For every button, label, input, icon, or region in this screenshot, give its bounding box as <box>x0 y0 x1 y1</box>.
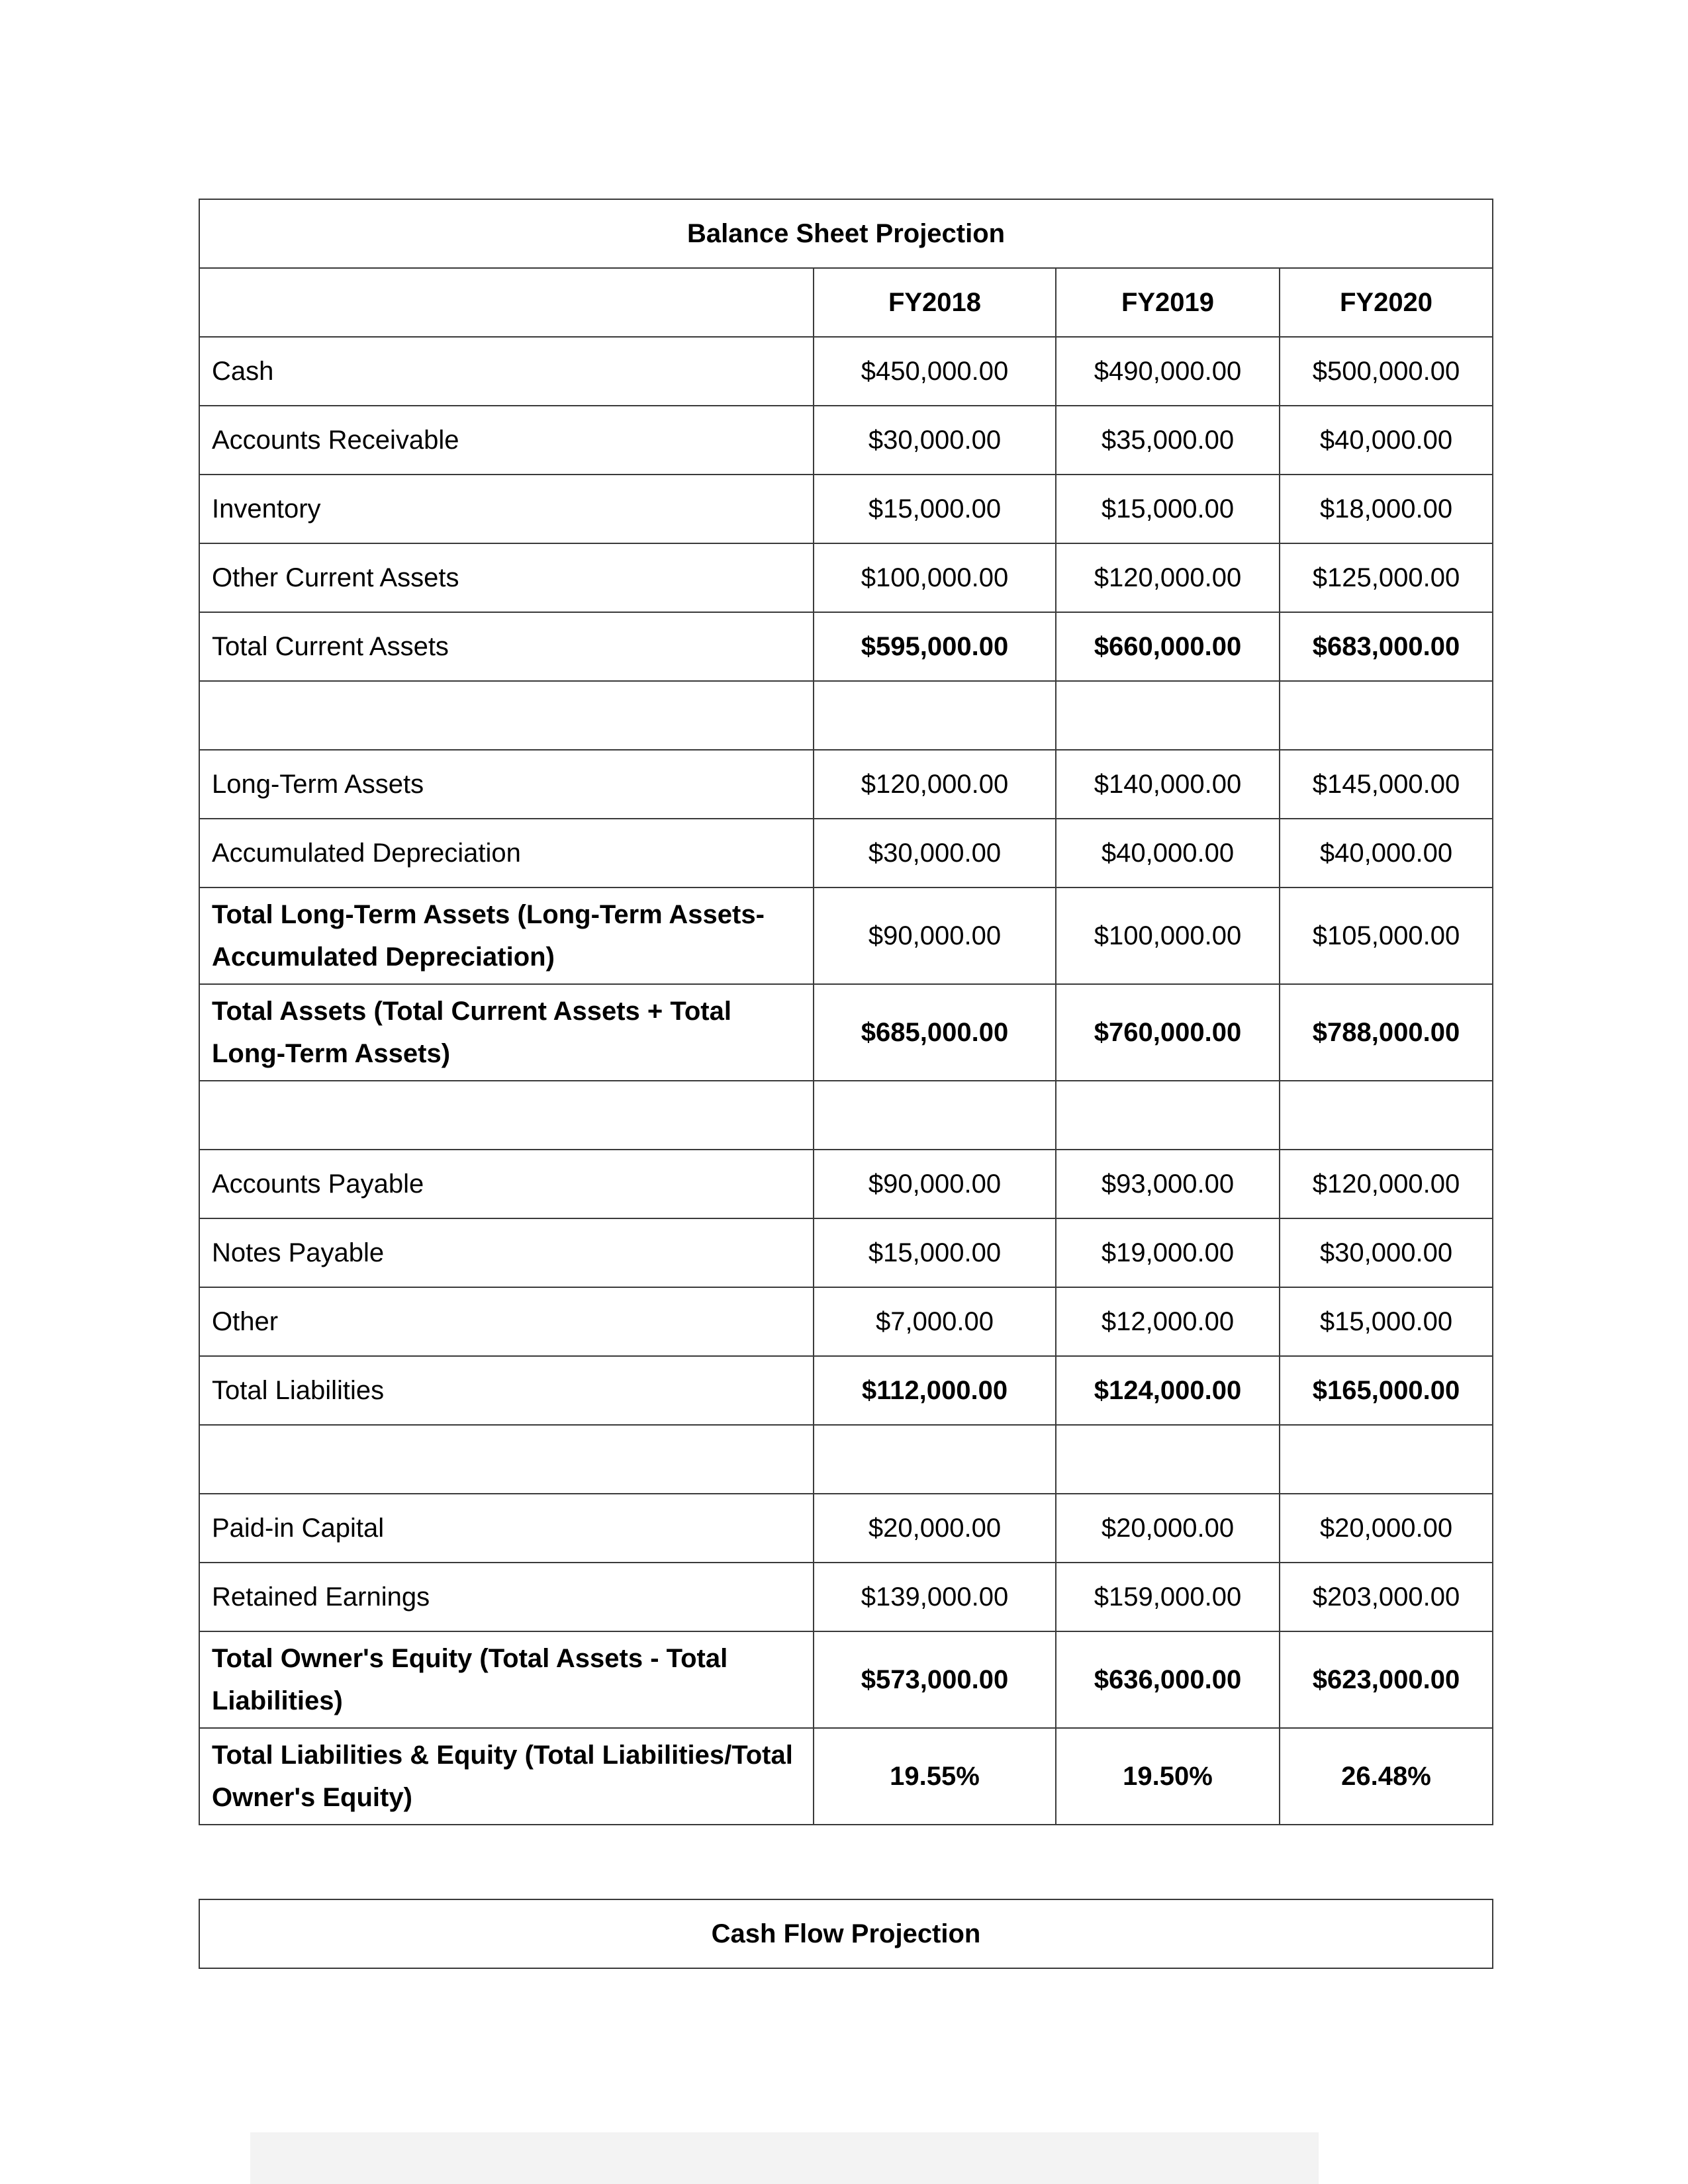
value-cell-fy2020: $120,000.00 <box>1280 1150 1493 1218</box>
cash-flow-title: Cash Flow Projection <box>199 1899 1493 1968</box>
row-label: Accounts Receivable <box>199 406 814 475</box>
column-header-row <box>199 268 1493 337</box>
row-label: Total Liabilities <box>199 1356 814 1425</box>
value-cell-fy2020: $788,000.00 <box>1280 984 1493 1081</box>
row-label <box>199 1081 814 1150</box>
value-cell-fy2018: $112,000.00 <box>814 1356 1056 1425</box>
value-cell-fy2019 <box>1056 1425 1280 1494</box>
value-cell-fy2018 <box>814 681 1056 750</box>
value-cell-fy2020: $145,000.00 <box>1280 750 1493 819</box>
table-row <box>199 1150 1493 1218</box>
value-cell-fy2019: $636,000.00 <box>1056 1631 1280 1728</box>
value-cell-fy2018 <box>814 1081 1056 1150</box>
column-header-fy2018: FY2018 <box>814 268 1056 337</box>
value-cell-fy2020: $40,000.00 <box>1280 406 1493 475</box>
value-cell-fy2019: $15,000.00 <box>1056 475 1280 543</box>
value-cell-fy2020: $105,000.00 <box>1280 887 1493 984</box>
balance-sheet-title: Balance Sheet Projection <box>199 199 1493 268</box>
value-cell-fy2019: $100,000.00 <box>1056 887 1280 984</box>
value-cell-fy2018: $20,000.00 <box>814 1494 1056 1563</box>
value-cell-fy2018: $450,000.00 <box>814 337 1056 406</box>
value-cell-fy2019 <box>1056 681 1280 750</box>
table-row <box>199 887 1493 984</box>
value-cell-fy2020: $18,000.00 <box>1280 475 1493 543</box>
value-cell-fy2020: $500,000.00 <box>1280 337 1493 406</box>
row-label: Total Assets (Total Current Assets + Total Long-Term Assets) <box>199 984 814 1081</box>
value-cell-fy2019: $760,000.00 <box>1056 984 1280 1081</box>
row-label: Accumulated Depreciation <box>199 819 814 887</box>
value-cell-fy2019: $159,000.00 <box>1056 1563 1280 1631</box>
table-row <box>199 475 1493 543</box>
row-label: Total Long-Term Assets (Long-Term Assets-Accumulated Depreciation) <box>199 887 814 984</box>
table-row <box>199 1287 1493 1356</box>
value-cell-fy2019: $660,000.00 <box>1056 612 1280 681</box>
page-footer-bar <box>250 2132 1319 2184</box>
value-cell-fy2020: $165,000.00 <box>1280 1356 1493 1425</box>
value-cell-fy2018: $685,000.00 <box>814 984 1056 1081</box>
value-cell-fy2019: $40,000.00 <box>1056 819 1280 887</box>
value-cell-fy2020: $125,000.00 <box>1280 543 1493 612</box>
value-cell-fy2019: $120,000.00 <box>1056 543 1280 612</box>
row-label: Retained Earnings <box>199 1563 814 1631</box>
row-label: Long-Term Assets <box>199 750 814 819</box>
value-cell-fy2019: $12,000.00 <box>1056 1287 1280 1356</box>
column-header-blank <box>199 268 814 337</box>
row-label: Notes Payable <box>199 1218 814 1287</box>
value-cell-fy2019: $490,000.00 <box>1056 337 1280 406</box>
table-row <box>199 819 1493 887</box>
table-row <box>199 984 1493 1081</box>
value-cell-fy2018: $7,000.00 <box>814 1287 1056 1356</box>
value-cell-fy2020: $15,000.00 <box>1280 1287 1493 1356</box>
row-label: Other <box>199 1287 814 1356</box>
spacer-row <box>199 681 1493 750</box>
value-cell-fy2020: 26.48% <box>1280 1728 1493 1825</box>
value-cell-fy2018: $595,000.00 <box>814 612 1056 681</box>
value-cell-fy2019: 19.50% <box>1056 1728 1280 1825</box>
value-cell-fy2018: $30,000.00 <box>814 406 1056 475</box>
row-label: Total Owner's Equity (Total Assets - Total Liabilities) <box>199 1631 814 1728</box>
row-label: Total Liabilities & Equity (Total Liabilities/Total Owner's Equity) <box>199 1728 814 1825</box>
value-cell-fy2019: $140,000.00 <box>1056 750 1280 819</box>
value-cell-fy2019 <box>1056 1081 1280 1150</box>
table-row <box>199 406 1493 475</box>
row-label: Cash <box>199 337 814 406</box>
value-cell-fy2020: $30,000.00 <box>1280 1218 1493 1287</box>
cash-flow-table <box>199 1899 1493 1969</box>
value-cell-fy2020: $683,000.00 <box>1280 612 1493 681</box>
cash-flow-title-row <box>199 1899 1493 1968</box>
value-cell-fy2018: $90,000.00 <box>814 887 1056 984</box>
row-label: Paid-in Capital <box>199 1494 814 1563</box>
value-cell-fy2020: $623,000.00 <box>1280 1631 1493 1728</box>
row-label: Other Current Assets <box>199 543 814 612</box>
value-cell-fy2019: $19,000.00 <box>1056 1218 1280 1287</box>
table-row <box>199 750 1493 819</box>
table-row <box>199 1631 1493 1728</box>
spacer-row <box>199 1425 1493 1494</box>
value-cell-fy2019: $93,000.00 <box>1056 1150 1280 1218</box>
value-cell-fy2018: $573,000.00 <box>814 1631 1056 1728</box>
value-cell-fy2020 <box>1280 1081 1493 1150</box>
value-cell-fy2020: $20,000.00 <box>1280 1494 1493 1563</box>
spacer-row <box>199 1081 1493 1150</box>
value-cell-fy2018: $120,000.00 <box>814 750 1056 819</box>
value-cell-fy2020: $203,000.00 <box>1280 1563 1493 1631</box>
value-cell-fy2018: $30,000.00 <box>814 819 1056 887</box>
table-row <box>199 543 1493 612</box>
table-row <box>199 1563 1493 1631</box>
value-cell-fy2019: $35,000.00 <box>1056 406 1280 475</box>
table-row <box>199 1218 1493 1287</box>
value-cell-fy2020: $40,000.00 <box>1280 819 1493 887</box>
value-cell-fy2018: 19.55% <box>814 1728 1056 1825</box>
value-cell-fy2018: $139,000.00 <box>814 1563 1056 1631</box>
balance-sheet-table <box>199 199 1493 1825</box>
table-row <box>199 1494 1493 1563</box>
value-cell-fy2018 <box>814 1425 1056 1494</box>
row-label <box>199 681 814 750</box>
row-label <box>199 1425 814 1494</box>
balance-sheet-title-row <box>199 199 1493 268</box>
value-cell-fy2018: $15,000.00 <box>814 475 1056 543</box>
column-header-fy2019: FY2019 <box>1056 268 1280 337</box>
value-cell-fy2019: $20,000.00 <box>1056 1494 1280 1563</box>
row-label: Total Current Assets <box>199 612 814 681</box>
value-cell-fy2020 <box>1280 1425 1493 1494</box>
value-cell-fy2018: $90,000.00 <box>814 1150 1056 1218</box>
value-cell-fy2018: $100,000.00 <box>814 543 1056 612</box>
row-label: Accounts Payable <box>199 1150 814 1218</box>
value-cell-fy2020 <box>1280 681 1493 750</box>
table-row <box>199 612 1493 681</box>
table-row <box>199 1728 1493 1825</box>
value-cell-fy2018: $15,000.00 <box>814 1218 1056 1287</box>
column-header-fy2020: FY2020 <box>1280 268 1493 337</box>
table-row <box>199 337 1493 406</box>
table-row <box>199 1356 1493 1425</box>
value-cell-fy2019: $124,000.00 <box>1056 1356 1280 1425</box>
row-label: Inventory <box>199 475 814 543</box>
